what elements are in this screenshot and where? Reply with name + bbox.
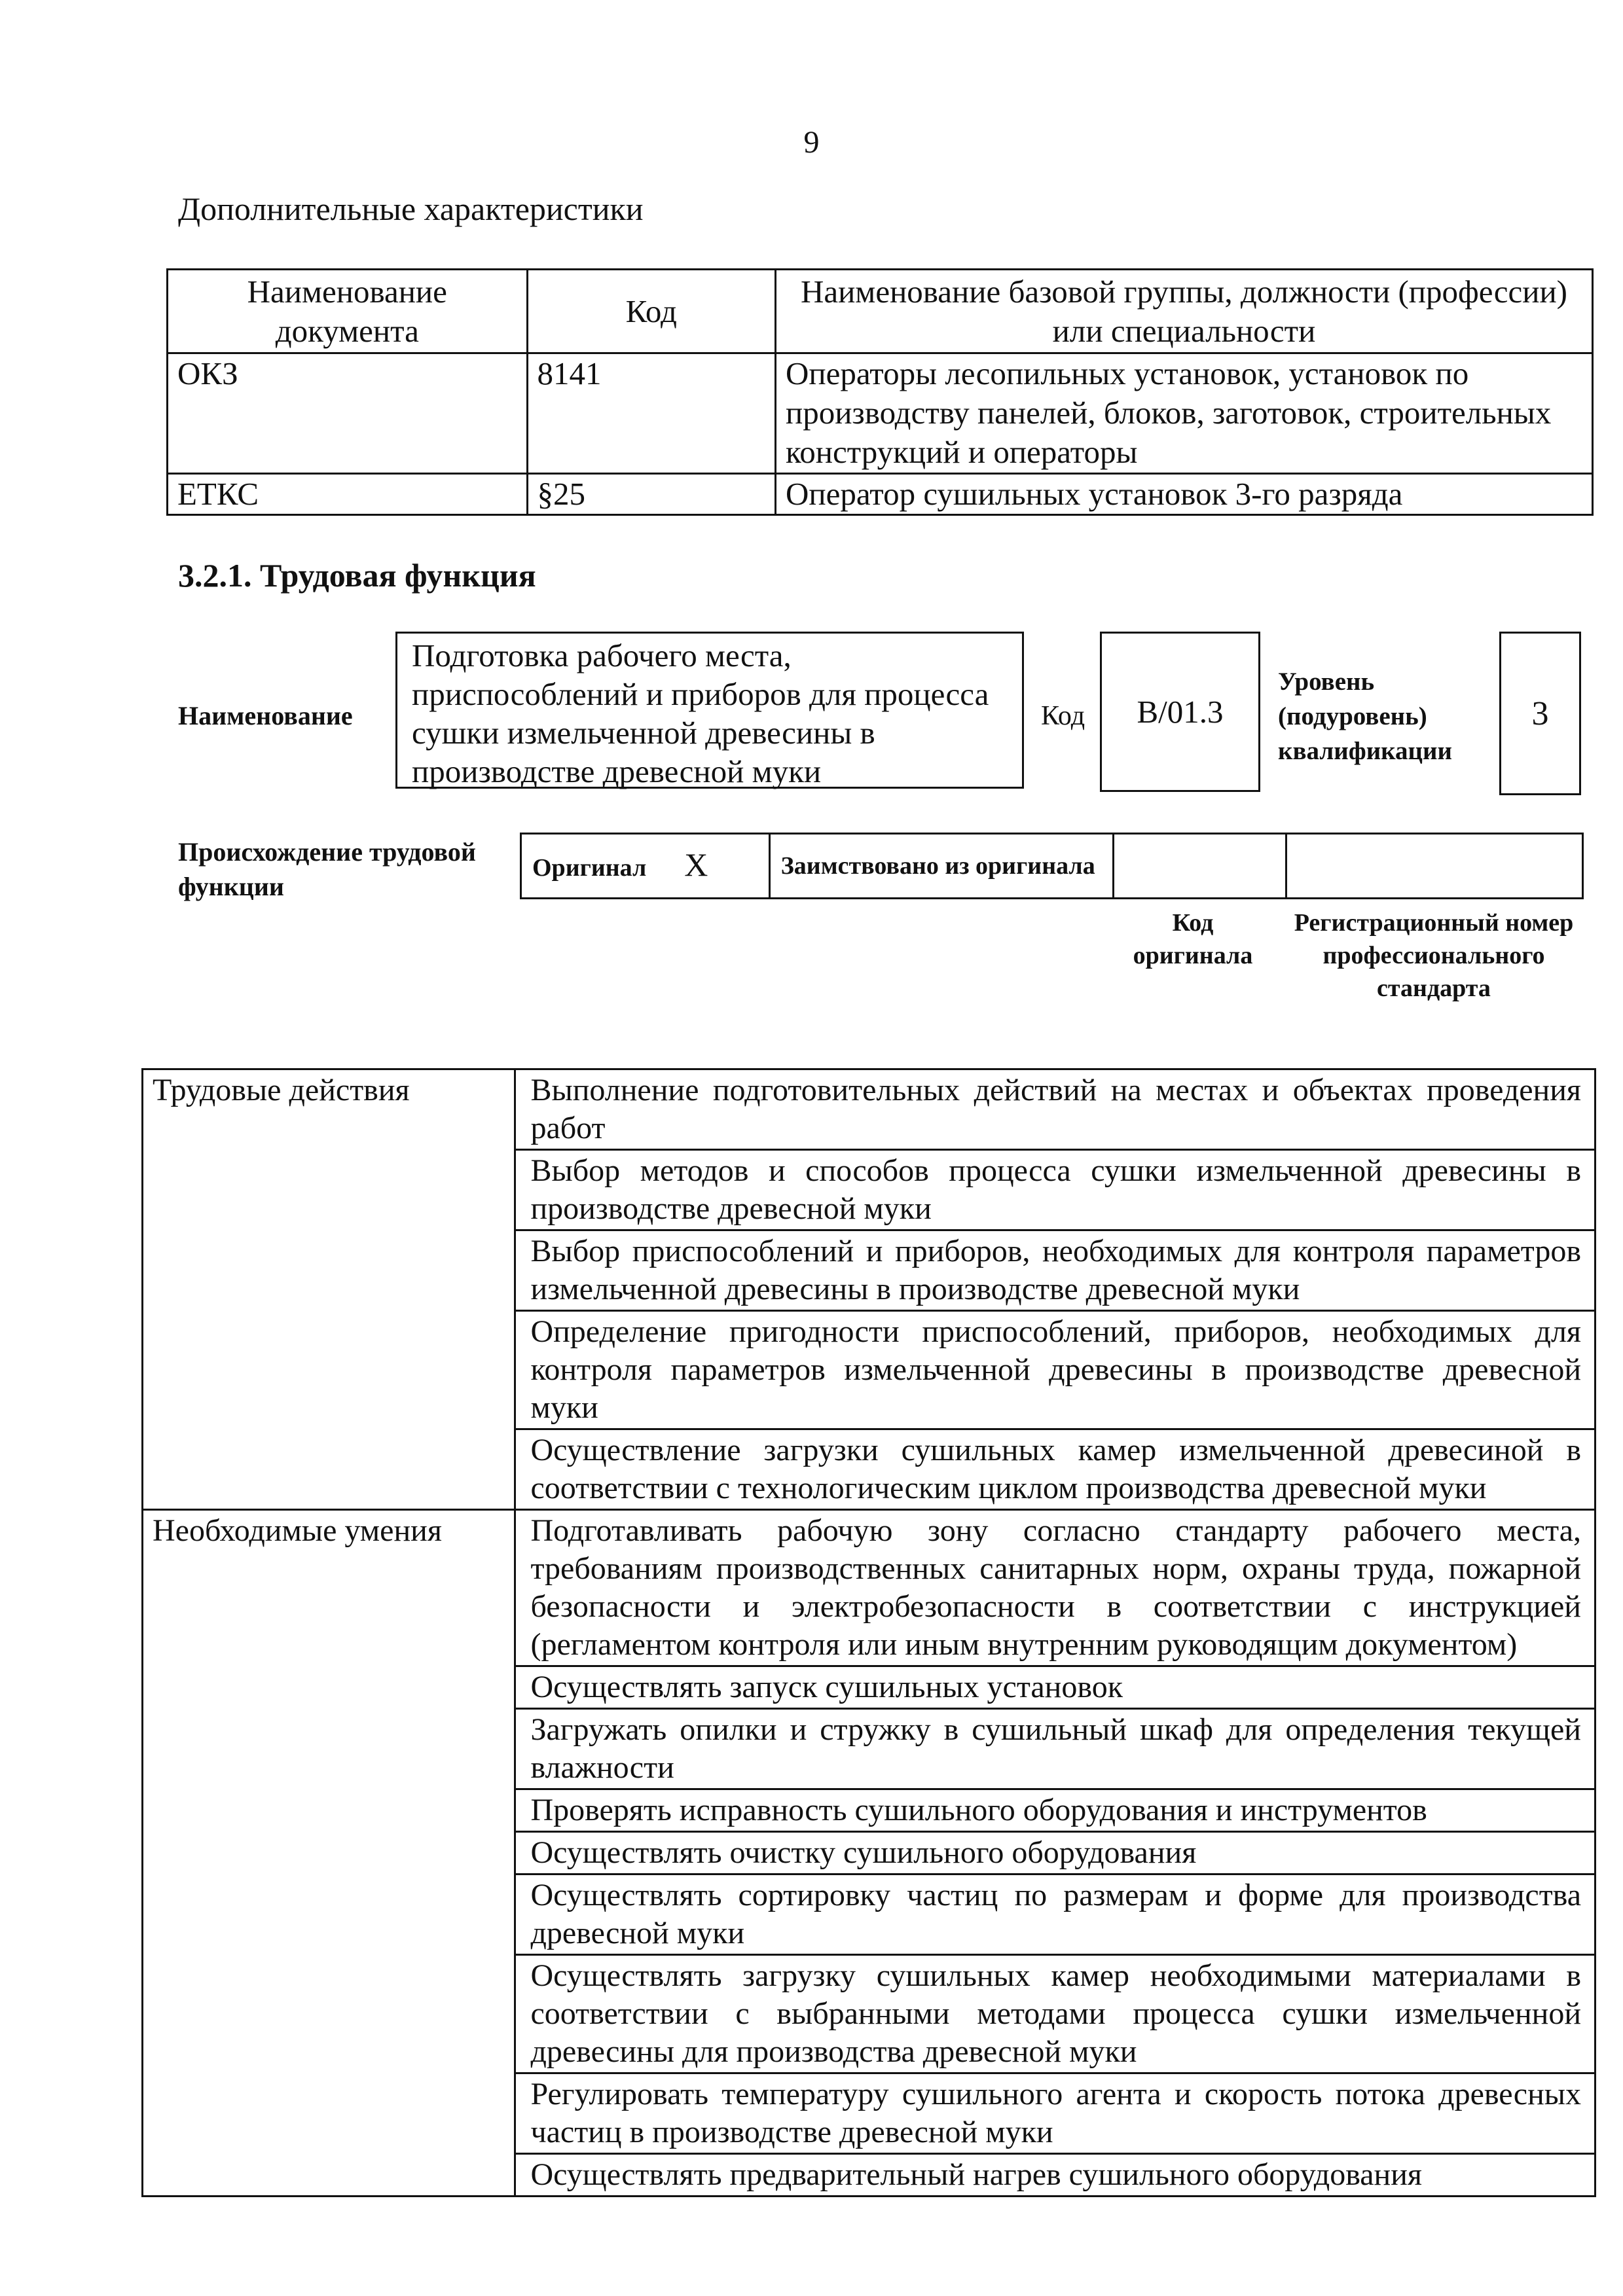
qualification-level: 3 xyxy=(1499,632,1581,795)
header-code: Код xyxy=(527,270,775,353)
list-item: Осуществлять предварительный нагрев сушильного оборудования xyxy=(515,2154,1596,2197)
row-doc: ЕТКС xyxy=(168,474,528,515)
reg-number-cell xyxy=(1286,834,1583,899)
section-title-extra: Дополнительные характеристики xyxy=(178,190,644,227)
table-row xyxy=(168,353,1593,474)
list-item: Выбор методов и способов процесса сушки измельченной древесины в производстве древесной муки xyxy=(515,1150,1596,1230)
table-row xyxy=(143,1510,1596,1666)
list-item: Осуществлять сортировку частиц по размерам и форме для производства древесной муки xyxy=(515,1874,1596,1955)
required-skills-label: Необходимые умения xyxy=(143,1510,515,2197)
list-item: Осуществлять загрузку сушильных камер необходимыми материалами в соответствии с выбранными методами процесса сушки измельченной древесины для производства древесной муки xyxy=(515,1955,1596,2073)
original-mark: X xyxy=(684,846,708,883)
list-item: Определение пригодности приспособлений, приборов, необходимых для контроля параметров измельченной древесины в производстве древесной муки xyxy=(515,1311,1596,1429)
row-code: 8141 xyxy=(527,353,775,474)
list-item: Загружать опилки и стружку в сушильный шкаф для определения текущей влажности xyxy=(515,1709,1596,1789)
list-item: Регулировать температуру сушильного агента и скорость потока древесных частиц в производстве древесной муки xyxy=(515,2073,1596,2154)
origin-original-cell xyxy=(521,834,770,899)
origin-table xyxy=(520,833,1584,899)
level-label: Уровень (подуровень) квалификации xyxy=(1278,668,1452,765)
origin-label: Происхождение трудовой функции xyxy=(178,837,476,901)
function-name: Подготовка рабочего места, приспособлений и приборов для процесса сушки измельченной древесины в производстве древесной муки xyxy=(395,632,1024,789)
name-label: Наименование xyxy=(178,701,353,730)
list-item: Выбор приспособлений и приборов, необходимых для контроля параметров измельченной древесины в производстве древесной муки xyxy=(515,1230,1596,1311)
page-number: 9 xyxy=(803,125,820,160)
list-item: Выполнение подготовительных действий на местах и объектах проведения работ xyxy=(515,1069,1596,1150)
row-name: Оператор сушильных установок 3-го разряда xyxy=(775,474,1592,515)
code-label: Код xyxy=(1041,701,1085,731)
function-code: В/01.3 xyxy=(1100,632,1260,792)
code-original-label: Код оригинала xyxy=(1133,909,1253,969)
reg-number-label: Регистрационный номер профессионального стандарта xyxy=(1294,909,1574,1002)
borrowed-label: Заимствовано из оригинала xyxy=(769,834,1113,899)
table-row xyxy=(143,1069,1596,1150)
actions-skills-table xyxy=(141,1068,1596,2197)
function-heading: 3.2.1. Трудовая функция xyxy=(178,557,536,594)
list-item: Подготавливать рабочую зону согласно стандарту рабочего места, требованиям производственных санитарных норм, охраны труда, пожарной безопасности и электробезопасности в соответствии с инструкцией (регламентом контроля или иным внутренним руководящим документом) xyxy=(515,1510,1596,1666)
list-item: Проверять исправность сушильного оборудования и инструментов xyxy=(515,1789,1596,1832)
list-item: Осуществлять очистку сушильного оборудования xyxy=(515,1832,1596,1874)
characteristics-table xyxy=(166,268,1594,516)
row-code: §25 xyxy=(527,474,775,515)
list-item: Осуществлять запуск сушильных установок xyxy=(515,1666,1596,1709)
list-item: Осуществление загрузки сушильных камер измельченной древесиной в соответствии с технологическим циклом производства древесной муки xyxy=(515,1429,1596,1510)
header-document: Наименование документа xyxy=(168,270,528,353)
row-name: Операторы лесопильных установок, установок по производству панелей, блоков, заготовок, строительных конструкций и операторы xyxy=(775,353,1592,474)
row-doc: ОКЗ xyxy=(168,353,528,474)
table-row xyxy=(168,474,1593,515)
header-name: Наименование базовой группы, должности (профессии) или специальности xyxy=(775,270,1592,353)
table-header-row xyxy=(168,270,1593,353)
labor-actions-label: Трудовые действия xyxy=(143,1069,515,1510)
original-label: Оригинал xyxy=(532,853,647,882)
original-code-cell xyxy=(1113,834,1286,899)
